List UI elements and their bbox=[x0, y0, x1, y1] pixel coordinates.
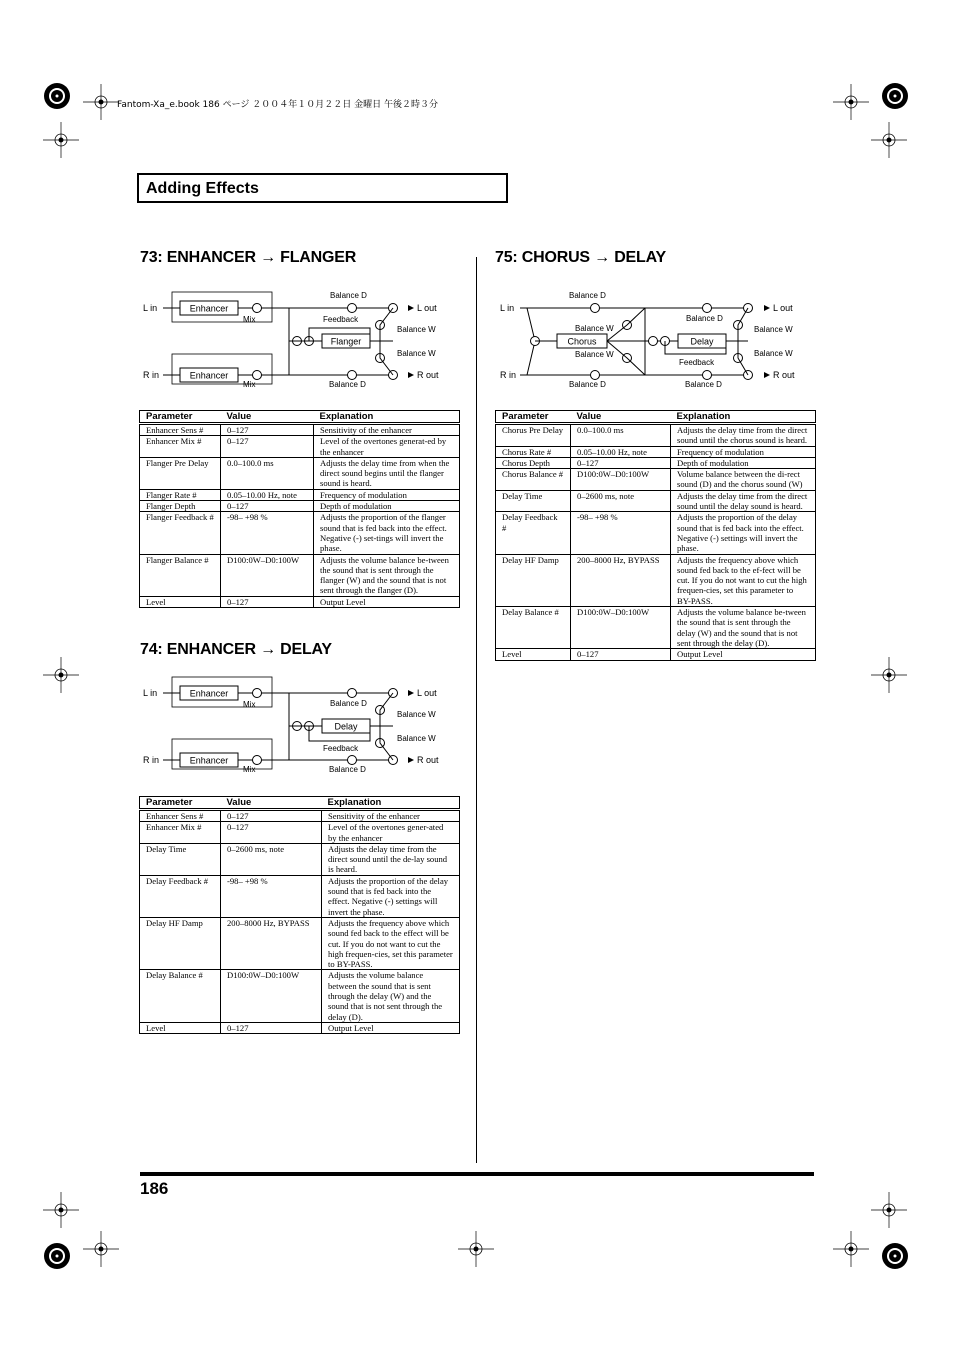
param-value: 0–127 bbox=[221, 424, 314, 436]
footer-rule bbox=[140, 1172, 814, 1176]
param-name: Chorus Depth bbox=[496, 457, 571, 468]
param-explanation: Adjusts the volume balance be-tween the sound that is sent through the flanger (W) and the sound that is not sent through the flanger (D). bbox=[314, 554, 460, 596]
section-title-75: 75: CHORUS → DELAY bbox=[495, 249, 666, 266]
param-explanation: Adjusts the proportion of the delay sound that is fed back into the effect. Negative (-) settings will invert the phase. bbox=[671, 512, 816, 554]
param-explanation: Level of the overtones gener-ated by the enhancer bbox=[322, 822, 460, 844]
file-header-line: Fantom-Xa_e.book 186 ページ ２００４年１０月２２日 金曜日 午後２時３分 bbox=[117, 100, 438, 110]
label-r-out: R out bbox=[417, 370, 439, 380]
label-balance-d-top-right: Balance D bbox=[686, 314, 723, 323]
param-value: 0–127 bbox=[221, 436, 314, 458]
table-row bbox=[496, 554, 816, 606]
block-flanger: Flanger bbox=[330, 336, 362, 347]
param-name: Level bbox=[140, 596, 221, 607]
param-explanation: Adjusts the delay time from the direct sound until the delay sound is heard. bbox=[671, 490, 816, 512]
label-balance-w-bottom: Balance W bbox=[397, 734, 436, 743]
param-value: 200–8000 Hz, BYPASS bbox=[221, 917, 322, 969]
label-l-in: L in bbox=[500, 303, 515, 313]
column-header: Parameter bbox=[140, 797, 221, 810]
column-divider bbox=[476, 257, 477, 1163]
label-balance-w-bottom: Balance W bbox=[754, 349, 793, 358]
param-explanation: Output Level bbox=[322, 1022, 460, 1033]
param-value: 0.05–10.00 Hz, note bbox=[571, 446, 671, 457]
param-explanation: Level of the overtones generat-ed by the enhancer bbox=[314, 436, 460, 458]
column-header: Explanation bbox=[671, 411, 816, 424]
table-row bbox=[140, 970, 460, 1022]
param-value: -98– +98 % bbox=[221, 512, 314, 554]
block-chorus: Chorus bbox=[567, 336, 597, 347]
table-row bbox=[140, 843, 460, 875]
param-explanation: Frequency of modulation bbox=[314, 489, 460, 500]
table-row bbox=[140, 512, 460, 554]
block-enhancer-l: Enhancer bbox=[189, 688, 229, 699]
param-name: Flanger Rate # bbox=[140, 489, 221, 500]
param-name: Delay HF Damp bbox=[140, 917, 221, 969]
table-row bbox=[140, 436, 460, 458]
column-header: Value bbox=[571, 411, 671, 424]
param-name: Delay Feedback # bbox=[140, 875, 221, 917]
param-name: Delay Time bbox=[140, 843, 221, 875]
table-row bbox=[496, 649, 816, 660]
chapter-title: Adding Effects bbox=[137, 173, 508, 203]
param-value: -98– +98 % bbox=[221, 875, 322, 917]
label-balance-d-top: Balance D bbox=[330, 291, 367, 300]
diagram-chorus-delay bbox=[495, 288, 815, 393]
table-row bbox=[496, 607, 816, 649]
param-explanation: Volume balance between the di-rect sound (D) and the chorus sound (W) bbox=[671, 469, 816, 491]
param-explanation: Output Level bbox=[671, 649, 816, 660]
param-explanation: Adjusts the proportion of the delay sound that is fed back into the effect. Negative (-) settings will invert the phase. bbox=[322, 875, 460, 917]
param-name: Enhancer Sens # bbox=[140, 810, 221, 822]
param-explanation: Depth of modulation bbox=[671, 457, 816, 468]
param-name: Flanger Depth bbox=[140, 501, 221, 512]
table-row bbox=[496, 490, 816, 512]
table-header-row bbox=[140, 411, 460, 424]
param-value: 0.0–100.0 ms bbox=[571, 424, 671, 447]
label-l-out: L out bbox=[773, 303, 793, 313]
param-value: D100:0W–D0:100W bbox=[221, 554, 314, 596]
label-l-out: L out bbox=[417, 303, 437, 313]
param-name: Chorus Balance # bbox=[496, 469, 571, 491]
column-header: Value bbox=[221, 797, 322, 810]
table-row bbox=[496, 469, 816, 491]
block-enhancer-l: Enhancer bbox=[189, 303, 229, 314]
table-row bbox=[140, 554, 460, 596]
param-value: D100:0W–D0:100W bbox=[571, 607, 671, 649]
label-balance-d-bottom: Balance D bbox=[329, 765, 366, 774]
table-row bbox=[140, 1022, 460, 1033]
table-row bbox=[140, 489, 460, 500]
label-r-out: R out bbox=[417, 755, 439, 765]
table-row bbox=[140, 424, 460, 436]
param-name: Enhancer Mix # bbox=[140, 436, 221, 458]
label-balance-w-top: Balance W bbox=[397, 325, 436, 334]
param-explanation: Adjusts the delay time from the direct sound until the chorus sound is heard. bbox=[671, 424, 816, 447]
param-value: 0–127 bbox=[571, 649, 671, 660]
param-value: 0–2600 ms, note bbox=[221, 843, 322, 875]
param-explanation: Adjusts the volume balance be-tween the sound that is sent through the delay (W) and the sound that is not sent through the delay (D). bbox=[671, 607, 816, 649]
label-balance-d-top: Balance D bbox=[330, 699, 367, 708]
param-explanation: Output Level bbox=[314, 596, 460, 607]
param-explanation: Adjusts the delay time from the direct sound until the de-lay sound is heard. bbox=[322, 843, 460, 875]
param-value: 0–127 bbox=[221, 596, 314, 607]
param-explanation: Adjusts the volume balance between the sound that is sent through the delay (W) and the sound that is not sent through the delay (D). bbox=[322, 970, 460, 1022]
diagram-enhancer-delay bbox=[140, 673, 460, 778]
param-value: 0–127 bbox=[221, 810, 322, 822]
table-row bbox=[140, 501, 460, 512]
label-r-out: R out bbox=[773, 370, 795, 380]
label-balance-d-bottom-right: Balance D bbox=[685, 380, 722, 389]
column-header: Value bbox=[221, 411, 314, 424]
label-balance-w-bottom: Balance W bbox=[397, 349, 436, 358]
table-row bbox=[140, 457, 460, 489]
param-table-74 bbox=[139, 796, 460, 1034]
param-value: 0–127 bbox=[571, 457, 671, 468]
param-explanation: Depth of modulation bbox=[314, 501, 460, 512]
block-delay: Delay bbox=[690, 336, 714, 347]
param-name: Enhancer Mix # bbox=[140, 822, 221, 844]
param-explanation: Adjusts the proportion of the flanger sound that is fed back into the effect. Negative (-) set-tings will invert the phase. bbox=[314, 512, 460, 554]
param-value: 0–2600 ms, note bbox=[571, 490, 671, 512]
param-name: Flanger Pre Delay bbox=[140, 457, 221, 489]
label-l-out: L out bbox=[417, 688, 437, 698]
param-value: D100:0W–D0:100W bbox=[221, 970, 322, 1022]
param-value: 0–127 bbox=[221, 822, 322, 844]
label-feedback: Feedback bbox=[679, 358, 715, 367]
block-enhancer-r: Enhancer bbox=[189, 755, 229, 766]
column-header: Parameter bbox=[496, 411, 571, 424]
column-header: Explanation bbox=[322, 797, 460, 810]
param-value: 0–127 bbox=[221, 501, 314, 512]
label-mix-l: Mix bbox=[243, 315, 256, 324]
section-title-74: 74: ENHANCER → DELAY bbox=[140, 641, 332, 658]
label-balance-w-top: Balance W bbox=[754, 325, 793, 334]
label-l-in: L in bbox=[143, 303, 158, 313]
table-row bbox=[140, 822, 460, 844]
label-balance-w-chorus-top: Balance W bbox=[575, 324, 614, 333]
table-header-row bbox=[140, 797, 460, 810]
param-explanation: Frequency of modulation bbox=[671, 446, 816, 457]
label-feedback: Feedback bbox=[323, 315, 359, 324]
section-title-73: 73: ENHANCER → FLANGER bbox=[140, 249, 357, 266]
param-explanation: Adjusts the delay time from when the direct sound begins until the flanger sound is heard. bbox=[314, 457, 460, 489]
table-row bbox=[496, 424, 816, 447]
label-feedback: Feedback bbox=[323, 744, 359, 753]
table-row bbox=[140, 596, 460, 607]
param-name: Level bbox=[140, 1022, 221, 1033]
param-value: -98– +98 % bbox=[571, 512, 671, 554]
label-mix-l: Mix bbox=[243, 700, 256, 709]
label-r-in: R in bbox=[500, 370, 517, 380]
param-explanation: Adjusts the frequency above which sound fed back to the effect will be cut. If you do not want to cut the high frequen-cies, set this parameter to BY-PASS. bbox=[322, 917, 460, 969]
table-row bbox=[140, 875, 460, 917]
table-row bbox=[140, 810, 460, 822]
block-delay: Delay bbox=[334, 721, 358, 732]
param-name: Delay Balance # bbox=[496, 607, 571, 649]
label-balance-w-top: Balance W bbox=[397, 710, 436, 719]
param-table-75 bbox=[495, 410, 816, 661]
page-number: 186 bbox=[140, 1179, 169, 1198]
param-value: 0.05–10.00 Hz, note bbox=[221, 489, 314, 500]
table-row bbox=[496, 457, 816, 468]
label-balance-d-top-left: Balance D bbox=[569, 291, 606, 300]
param-value: D100:0W–D0:100W bbox=[571, 469, 671, 491]
param-name: Chorus Rate # bbox=[496, 446, 571, 457]
label-r-in: R in bbox=[143, 755, 160, 765]
param-name: Flanger Balance # bbox=[140, 554, 221, 596]
param-value: 0.0–100.0 ms bbox=[221, 457, 314, 489]
label-balance-w-chorus-bottom: Balance W bbox=[575, 350, 614, 359]
column-header: Explanation bbox=[314, 411, 460, 424]
param-name: Delay Feedback # bbox=[496, 512, 571, 554]
table-row bbox=[140, 917, 460, 969]
block-enhancer-r: Enhancer bbox=[189, 370, 229, 381]
diagram-enhancer-flanger bbox=[140, 288, 460, 393]
param-name: Delay HF Damp bbox=[496, 554, 571, 606]
label-mix-r: Mix bbox=[243, 765, 256, 774]
param-explanation: Adjusts the frequency above which sound fed back to the ef-fect will be cut. If you do not want to cut the high frequen-cies, set this parameter to BY-PASS. bbox=[671, 554, 816, 606]
label-mix-r: Mix bbox=[243, 380, 256, 389]
table-row bbox=[496, 512, 816, 554]
param-explanation: Sensitivity of the enhancer bbox=[322, 810, 460, 822]
param-value: 200–8000 Hz, BYPASS bbox=[571, 554, 671, 606]
column-header: Parameter bbox=[140, 411, 221, 424]
label-balance-d-bottom-left: Balance D bbox=[569, 380, 606, 389]
param-value: 0–127 bbox=[221, 1022, 322, 1033]
param-name: Level bbox=[496, 649, 571, 660]
table-header-row bbox=[496, 411, 816, 424]
param-name: Delay Time bbox=[496, 490, 571, 512]
param-explanation: Sensitivity of the enhancer bbox=[314, 424, 460, 436]
param-name: Enhancer Sens # bbox=[140, 424, 221, 436]
label-l-in: L in bbox=[143, 688, 158, 698]
param-name: Flanger Feedback # bbox=[140, 512, 221, 554]
label-r-in: R in bbox=[143, 370, 160, 380]
table-row bbox=[496, 446, 816, 457]
param-name: Delay Balance # bbox=[140, 970, 221, 1022]
param-table-73 bbox=[139, 410, 460, 608]
param-name: Chorus Pre Delay bbox=[496, 424, 571, 447]
label-balance-d-bottom: Balance D bbox=[329, 380, 366, 389]
